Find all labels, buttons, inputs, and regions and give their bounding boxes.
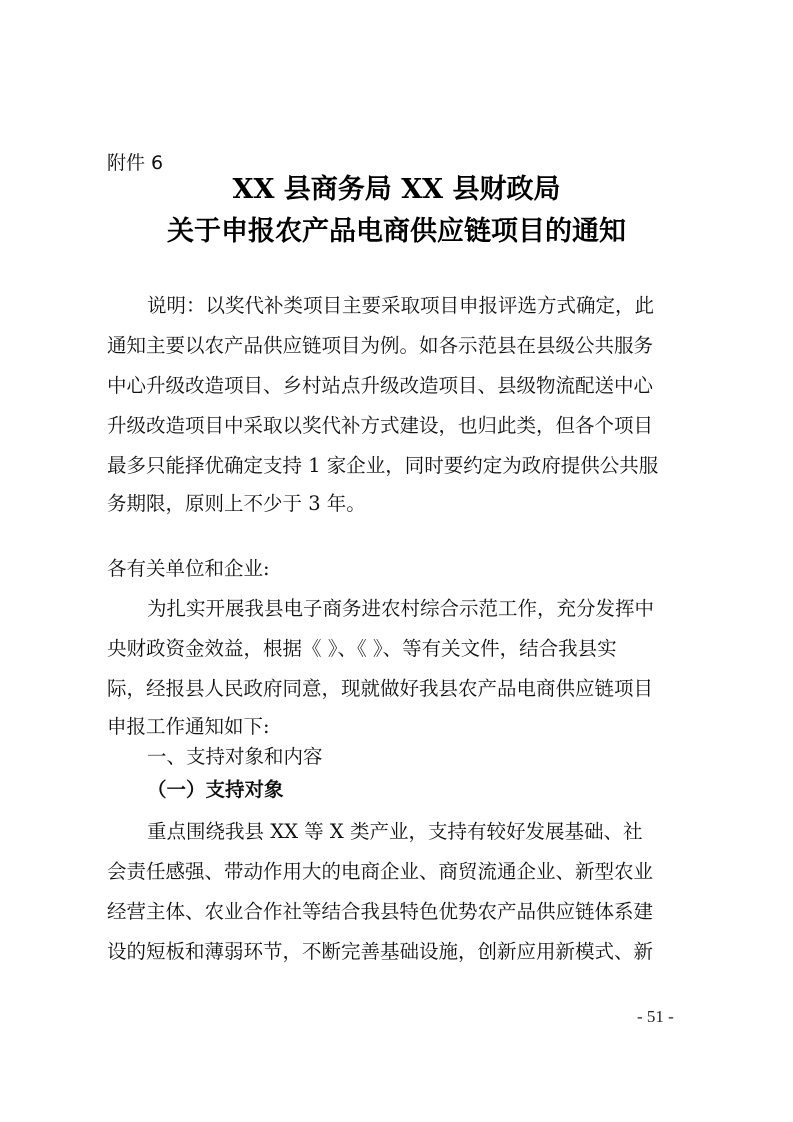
note-line: 务期限，原则上不少于 3 年。 [107, 492, 366, 515]
subsection-heading: （一）支持对象 [147, 778, 284, 801]
note-line: 最多只能择优确定支持 1 家企业，同时要约定为政府提供公共服 [107, 454, 659, 477]
body-line: 经营主体、农业合作社等结合我县特色优势农产品供应链体系建 [107, 900, 654, 923]
body-line: 设的短板和薄弱环节，不断完善基础设施，创新应用新模式、新 [107, 940, 654, 963]
note-line: 升级改造项目中采取以奖代补方式建设，也归此类，但各个项目 [107, 414, 654, 437]
intro-line: 央财政资金效益，根据《 》、《 》、等有关文件，结合我县实 [107, 637, 617, 660]
body-line: 会责任感强、带动作用大的电商企业、商贸流通企业、新型农业 [107, 860, 654, 883]
title-line-2: 关于申报农产品电商供应链项目的通知 [167, 216, 626, 247]
note-line: 说明：以奖代补类项目主要采取项目申报评选方式确定，此 [147, 294, 655, 317]
body-line: 重点围绕我县 XX 等 X 类产业，支持有较好发展基础、社 [147, 820, 643, 843]
section-heading: 一、支持对象和内容 [147, 745, 323, 768]
intro-line: 申报工作通知如下: [107, 715, 270, 738]
note-line: 中心升级改造项目、乡村站点升级改造项目、县级物流配送中心 [107, 374, 654, 397]
salutation: 各有关单位和企业: [107, 557, 270, 580]
intro-line: 际，经报县人民政府同意，现就做好我县农产品电商供应链项目 [107, 677, 654, 700]
intro-line: 为扎实开展我县电子商务进农村综合示范工作，充分发挥中 [147, 597, 655, 620]
page-number: - 51 - [637, 1007, 674, 1026]
title-line-1: XX 县商务局 XX 县财政局 [232, 174, 561, 205]
note-line: 通知主要以农产品供应链项目为例。如各示范县在县级公共服务 [107, 334, 654, 357]
attachment-label: 附件 6 [107, 152, 164, 174]
